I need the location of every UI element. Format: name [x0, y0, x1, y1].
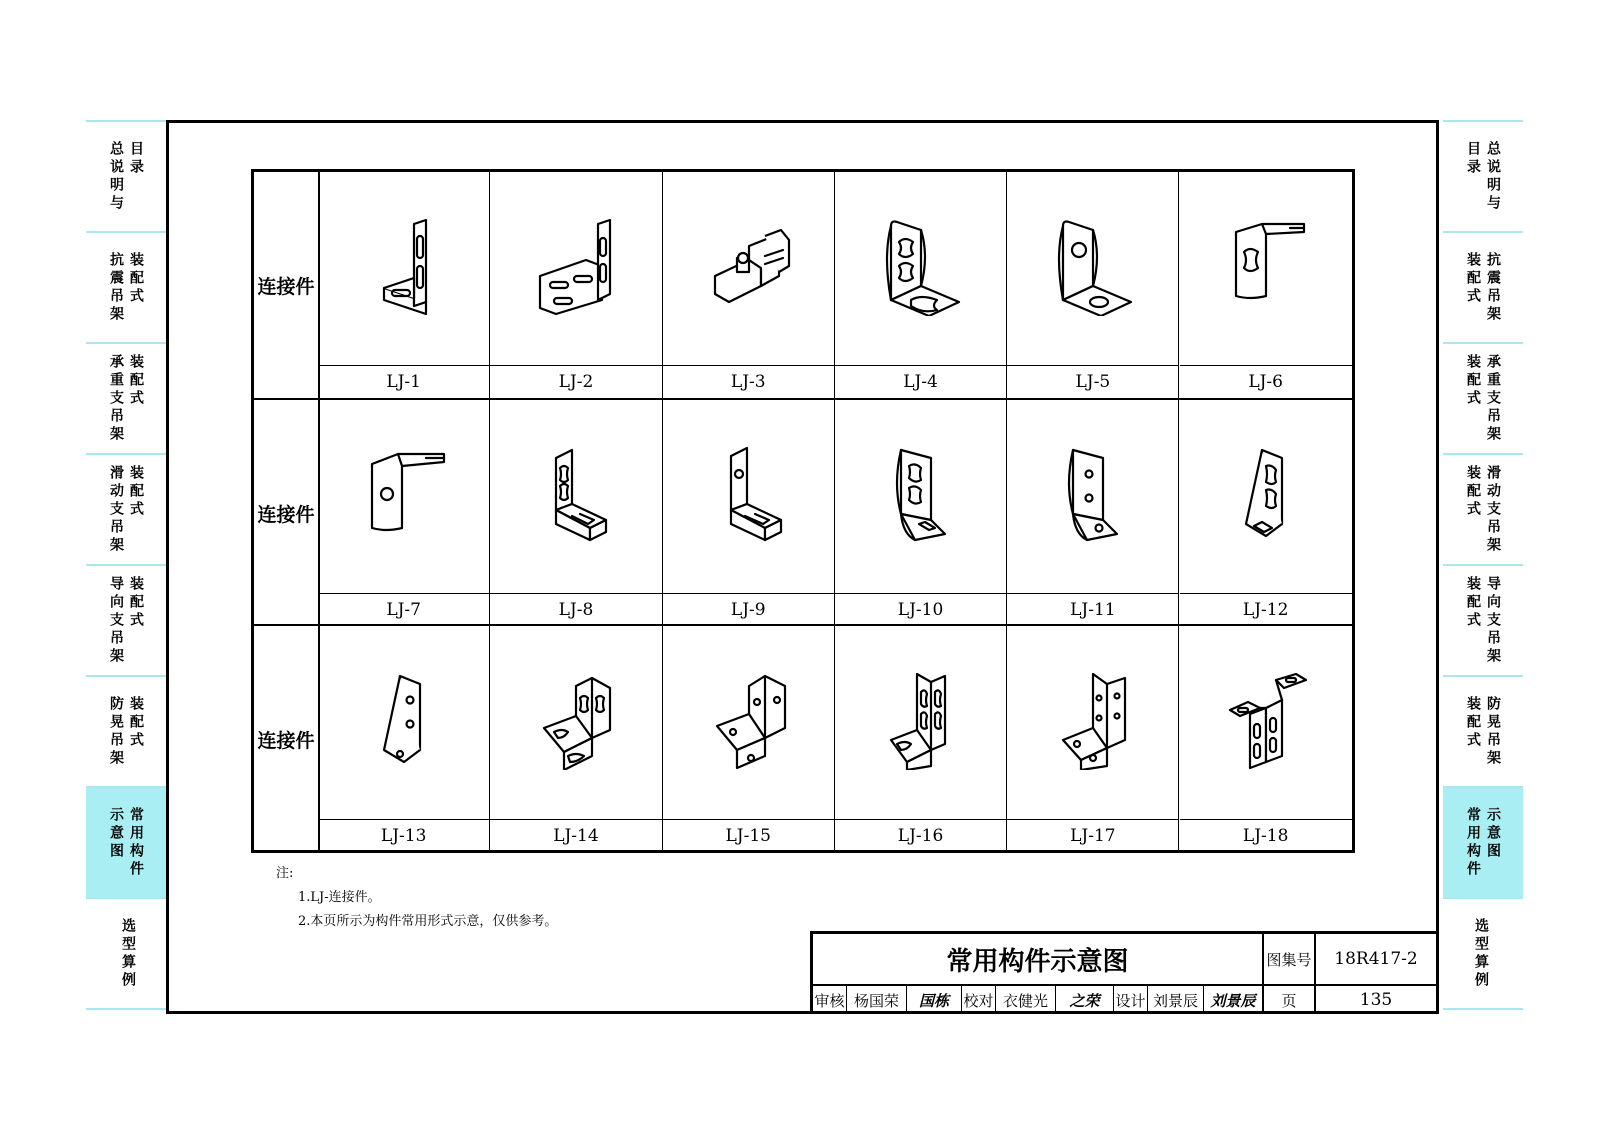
part-picture: [1180, 172, 1352, 364]
side-tabs-left: [86, 120, 166, 1010]
review-signature: 国栋: [907, 986, 962, 1014]
tee-bracket-holes-icon: [709, 670, 791, 770]
part-label: LJ-16: [835, 819, 1006, 852]
part-cell: [318, 626, 490, 852]
part-cell: [490, 400, 662, 626]
side-tab-line1: 装配式: [128, 695, 144, 750]
part-cell: [663, 626, 835, 852]
side-tab-6[interactable]: [1443, 675, 1523, 786]
side-tab-line2: 承重支吊架: [108, 353, 124, 444]
side-tab-line1: 常用构件: [128, 806, 144, 879]
clamp-bolt-icon: [709, 216, 791, 316]
side-tab-line1: 选型算例: [120, 917, 136, 990]
part-picture: [1007, 626, 1178, 818]
notes: [276, 862, 557, 934]
part-picture: [663, 172, 834, 364]
part-cell: [490, 172, 662, 398]
row-header: 连接件: [254, 400, 320, 626]
side-tab-line1: 选型算例: [1473, 917, 1489, 990]
side-tab-6[interactable]: [86, 675, 166, 786]
side-tab-7[interactable]: [1443, 786, 1523, 897]
part-label: LJ-9: [663, 593, 834, 626]
angle-plate-hole-icon: [364, 444, 446, 544]
part-cell: [318, 172, 490, 398]
angle-tall-slotted-icon: [881, 444, 963, 544]
part-picture: [1180, 400, 1352, 592]
part-cell: [835, 626, 1007, 852]
note-item-2: 2.本页所示为构件常用形式示意，仅供参考。: [298, 914, 558, 929]
part-cell: [1180, 400, 1352, 626]
side-tab-line1: 装配式: [1465, 464, 1481, 519]
part-label: LJ-18: [1180, 819, 1352, 852]
part-picture: [1180, 626, 1352, 818]
side-tabs-endline: [1443, 1008, 1523, 1010]
check-label: 校对: [962, 986, 996, 1014]
check-signature: 之荣: [1056, 986, 1114, 1014]
part-picture: [490, 172, 661, 364]
side-tab-line2: 抗震吊架: [108, 251, 124, 324]
page-label: 页: [1264, 986, 1316, 1014]
side-tab-7[interactable]: [86, 786, 166, 897]
page-number: 135: [1359, 990, 1393, 1010]
part-cell: [490, 626, 662, 852]
bracket-double-slotted-icon: [536, 216, 618, 316]
side-tab-line1: 装配式: [128, 575, 144, 630]
part-picture: [835, 400, 1006, 592]
part-label: LJ-2: [490, 365, 661, 398]
angle-gusset-slotted-icon: [881, 216, 963, 316]
side-tab-line2: 承重支吊架: [1485, 353, 1501, 444]
review-label: 审核: [813, 986, 847, 1014]
atlas-label: 图集号: [1264, 934, 1316, 986]
part-label: LJ-1: [318, 365, 489, 398]
side-tab-line1: 装配式: [1465, 353, 1481, 408]
part-cell: [663, 400, 835, 626]
side-tab-line2: 导向支吊架: [108, 575, 124, 666]
review-name: 杨国荣: [847, 986, 907, 1014]
side-tabs-right: [1443, 120, 1523, 1010]
part-picture: [1007, 400, 1178, 592]
part-cell: [1180, 626, 1352, 852]
design-label: 设计: [1114, 986, 1148, 1014]
side-tab-line2: 滑动支吊架: [108, 464, 124, 555]
side-tab-line1: 装配式: [128, 251, 144, 306]
tee-tall-slotted-icon: [881, 670, 963, 770]
part-label: LJ-4: [835, 365, 1006, 398]
side-tab-line1: 装配式: [1465, 695, 1481, 750]
part-label: LJ-11: [1007, 593, 1178, 626]
part-picture: [663, 626, 834, 818]
part-picture: [318, 400, 489, 592]
side-tab-8[interactable]: [86, 897, 166, 1008]
side-tab-5[interactable]: [86, 564, 166, 675]
side-tab-line2: 示意图: [108, 806, 124, 861]
side-tab-8[interactable]: [1443, 897, 1523, 1008]
side-tab-5[interactable]: [1443, 564, 1523, 675]
part-cell: [1007, 626, 1179, 852]
parts-row-1: [254, 172, 1352, 398]
angle-gusset-holes-narrow-icon: [364, 670, 446, 770]
side-tab-line2: 防晃吊架: [108, 695, 124, 768]
side-tab-line2: 总说明与: [1485, 140, 1501, 213]
atlas-number: 18R417-2: [1316, 934, 1436, 986]
bracket-l-slotted-icon: [364, 216, 446, 316]
part-cell: [835, 172, 1007, 398]
side-tabs-endline: [86, 1008, 166, 1010]
side-tab-line2: 示意图: [1485, 806, 1501, 861]
part-label: LJ-12: [1180, 593, 1352, 626]
drawing-title: 常用构件示意图: [813, 934, 1264, 986]
angle-gusset-holes-icon: [1053, 216, 1135, 316]
side-tab-line2: 滑动支吊架: [1485, 464, 1501, 555]
part-label: LJ-13: [318, 819, 489, 852]
side-tab-line2: 总说明与: [108, 140, 124, 213]
part-picture: [1007, 172, 1178, 364]
part-label: LJ-3: [663, 365, 834, 398]
angle-tall-holes-icon: [1053, 444, 1135, 544]
u-bracket-slotted-icon: [536, 444, 618, 544]
part-picture: [318, 626, 489, 818]
signature-row: [813, 986, 1264, 1014]
angle-plate-tab-icon: [1226, 216, 1308, 316]
side-tab-4[interactable]: [86, 453, 166, 564]
side-tab-2[interactable]: [86, 231, 166, 342]
tee-bracket-slotted-icon: [536, 670, 618, 770]
side-tab-1[interactable]: [86, 120, 166, 231]
parts-row-2: [254, 398, 1352, 626]
part-cell: [835, 400, 1007, 626]
part-cell: [663, 172, 835, 398]
side-tab-3[interactable]: [86, 342, 166, 453]
part-picture: [835, 626, 1006, 818]
side-tab-line1: 目录: [128, 140, 144, 177]
part-cell: [1180, 172, 1352, 398]
part-cell: [318, 400, 490, 626]
part-picture: [663, 400, 834, 592]
part-label: LJ-5: [1007, 365, 1178, 398]
u-bracket-hole-icon: [709, 444, 791, 544]
side-tab-line1: 装配式: [128, 464, 144, 519]
side-tab-2[interactable]: [1443, 231, 1523, 342]
side-tab-4[interactable]: [1443, 453, 1523, 564]
part-picture: [490, 400, 661, 592]
cross-bracket-slotted-icon: [1226, 670, 1308, 770]
side-tab-line1: 装配式: [1465, 251, 1481, 306]
part-label: LJ-6: [1180, 365, 1352, 398]
side-tab-1[interactable]: [1443, 120, 1523, 231]
side-tab-line1: 常用构件: [1465, 806, 1481, 879]
side-tab-line1: 装配式: [128, 353, 144, 408]
parts-row-3: [254, 624, 1352, 852]
side-tab-line2: 防晃吊架: [1485, 695, 1501, 768]
part-label: LJ-7: [318, 593, 489, 626]
part-label: LJ-14: [490, 819, 661, 852]
tee-tall-holes-icon: [1053, 670, 1135, 770]
part-picture: [835, 172, 1006, 364]
part-cell: [1007, 172, 1179, 398]
part-label: LJ-15: [663, 819, 834, 852]
design-name: 刘景辰: [1148, 986, 1204, 1014]
part-label: LJ-17: [1007, 819, 1178, 852]
parts-table: [251, 169, 1355, 853]
design-signature: 刘景辰: [1210, 991, 1256, 1010]
row-header: 连接件: [254, 626, 320, 852]
part-label: LJ-10: [835, 593, 1006, 626]
side-tab-line1: 目录: [1465, 140, 1481, 177]
part-picture: [318, 172, 489, 364]
side-tab-3[interactable]: [1443, 342, 1523, 453]
angle-tall-narrow-icon: [1226, 444, 1308, 544]
notes-heading: 注:: [276, 866, 294, 881]
part-cell: [1007, 400, 1179, 626]
side-tab-line1: 装配式: [1465, 575, 1481, 630]
row-header: 连接件: [254, 172, 320, 398]
side-tab-line2: 导向支吊架: [1485, 575, 1501, 666]
part-label: LJ-8: [490, 593, 661, 626]
check-name: 衣健光: [996, 986, 1056, 1014]
title-block: [810, 931, 1439, 1014]
part-picture: [490, 626, 661, 818]
note-item-1: 1.LJ-连接件。: [298, 890, 381, 905]
side-tab-line2: 抗震吊架: [1485, 251, 1501, 324]
